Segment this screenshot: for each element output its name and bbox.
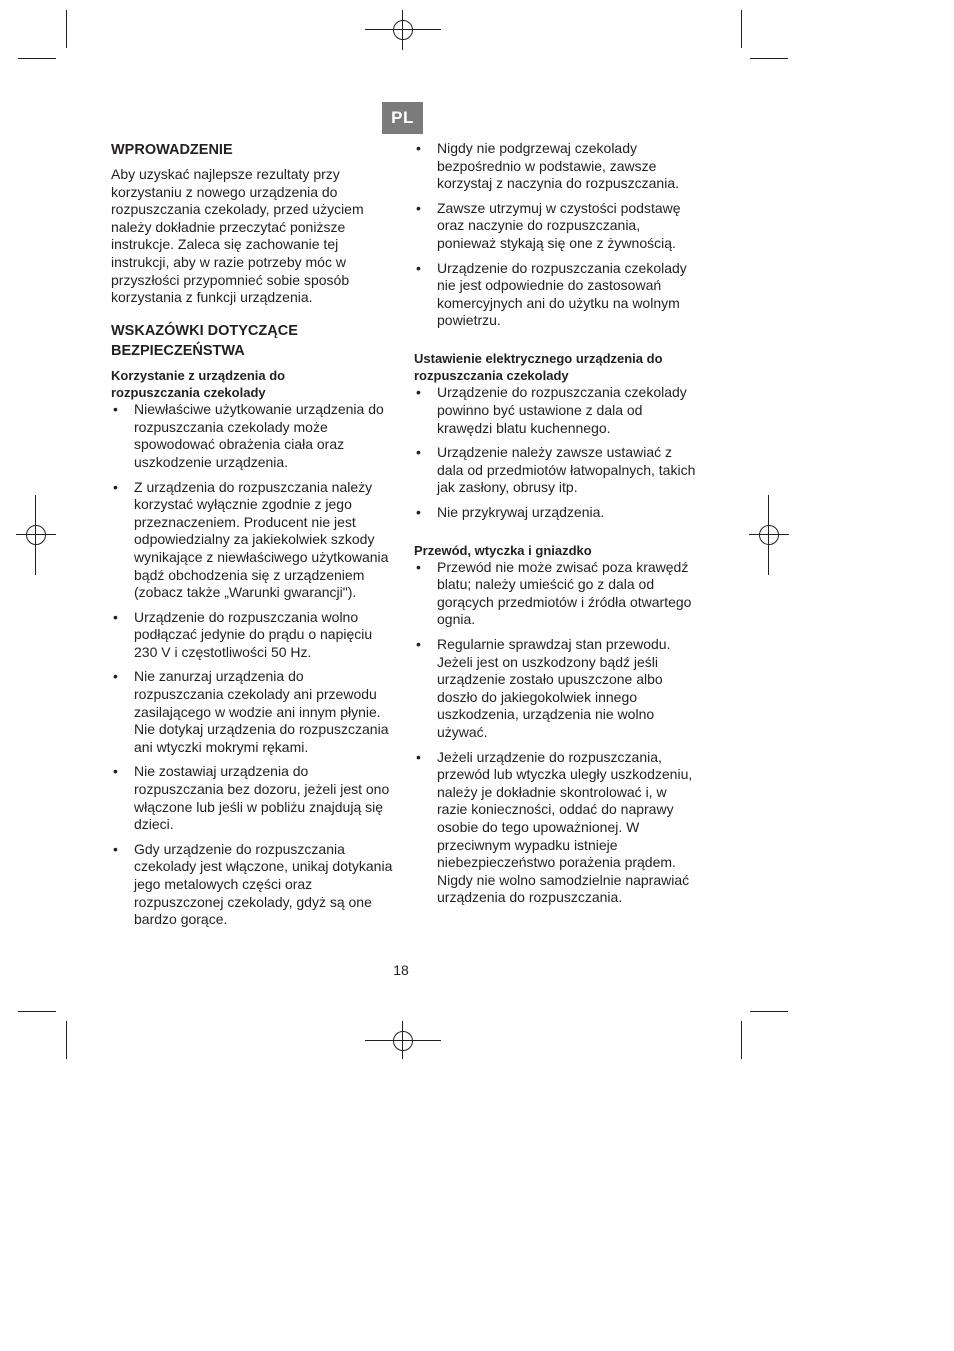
intro-paragraph: Aby uzyskać najlepsze rezultaty przy korzystaniu z nowego urządzenia do rozpuszczania czekolady, przed użyciem należy dokładnie przeczytać poniższe instrukcje. Zaleca się zachowanie tej instrukcji, aby w razie potrzeby móc w przyszłości przypomnieć sobie sposób korzystania z funkcji urządzenia. — [111, 166, 364, 306]
usage-subheading-line: rozpuszczania czekolady — [111, 384, 266, 400]
safety-heading — [111, 321, 394, 361]
registration-mark-icon — [383, 10, 423, 50]
list-item — [414, 504, 700, 522]
bullet-icon: • — [416, 503, 421, 520]
bullet-icon: • — [416, 259, 421, 276]
setup-bullet-list — [414, 384, 700, 521]
bullet-icon: • — [113, 608, 118, 625]
list-item — [111, 668, 394, 756]
list-item — [111, 401, 394, 471]
list-item — [414, 260, 700, 330]
crop-mark — [750, 1011, 788, 1012]
usage-subheading-line: Korzystanie z urządzenia do — [111, 367, 286, 383]
list-item-text: Zawsze utrzymuj w czystości podstawę oraz naczynie do rozpuszczania, ponieważ stykają się one z żywnością. — [437, 199, 681, 251]
list-item — [414, 384, 700, 437]
list-item-text: Nie zanurzaj urządzenia do rozpuszczania czekolady ani przewodu zasilającego w wodzie ani innym płynie. Nie dotykaj urządzenia do rozpuszczania ani wtyczki mokrymi rękami. — [134, 668, 389, 755]
setup-subheading-line: rozpuszczania czekolady — [414, 368, 569, 384]
crop-mark — [750, 58, 788, 59]
cord-subheading: Przewód, wtyczka i gniazdko — [414, 542, 592, 558]
right-column — [414, 140, 700, 914]
intro-heading: WPROWADZENIE — [111, 142, 233, 158]
list-item-text: Urządzenie do rozpuszczania czekolady nie jest odpowiednie do zastosowań komercyjnych ani do użytku na wolnym powietrzu. — [437, 259, 687, 329]
list-item-text: Przewód nie może zwisać poza krawędź blatu; należy umieścić go z dala od gorących przedmiotów i źródła otwartego ognia. — [437, 558, 692, 628]
registration-mark-icon — [383, 1021, 423, 1061]
bullet-icon: • — [113, 478, 118, 495]
list-item — [111, 479, 394, 602]
safety-heading-line: BEZPIECZEŃSTWA — [111, 342, 245, 359]
list-item-text: Nigdy nie podgrzewaj czekolady bezpośrednio w podstawie, zawsze korzystaj z naczynia do rozpuszczania. — [437, 140, 679, 192]
bullet-icon: • — [416, 748, 421, 765]
bullet-icon: • — [416, 444, 421, 461]
list-item — [414, 200, 700, 253]
list-item — [414, 140, 700, 193]
list-item-text: Gdy urządzenie do rozpuszczania czekolady jest włączone, unikaj dotykania jego metalowych części oraz rozpuszczonej czekolady, gdyż są one bardzo gorące. — [134, 840, 393, 928]
bullet-icon: • — [113, 401, 118, 418]
usage-subheading — [111, 367, 394, 401]
cord-bullet-list — [414, 559, 700, 907]
list-item-text: Niewłaściwe użytkowanie urządzenia do rozpuszczania czekolady może spowodować obrażenia ciała oraz uszkodzenie urządzenia. — [134, 401, 384, 470]
language-badge: PL — [382, 102, 423, 134]
list-item — [414, 636, 700, 742]
list-item — [414, 559, 700, 629]
setup-subheading-line: Ustawienie elektrycznego urządzenia do — [414, 350, 663, 366]
bullet-icon: • — [416, 636, 421, 653]
crop-mark — [18, 1011, 56, 1012]
list-item-text: Nie zostawiaj urządzenia do rozpuszczania bez dozoru, jeżeli jest ono włączone lub jeśli w pobliżu znajdują się dzieci. — [134, 763, 390, 833]
bullet-icon: • — [113, 763, 118, 780]
usage-bullet-list — [111, 401, 394, 929]
bullet-icon: • — [113, 668, 118, 685]
setup-subheading — [414, 350, 700, 384]
list-item-text: Urządzenie do rozpuszczania czekolady powinno być ustawione z dala od krawędzi blatu kuchennego. — [437, 384, 687, 436]
list-item — [111, 763, 394, 833]
general-bullet-list — [414, 140, 700, 330]
list-item-text: Nie przykrywaj urządzenia. — [437, 503, 605, 520]
list-item — [111, 841, 394, 929]
crop-mark — [18, 58, 56, 59]
list-item-text: Regularnie sprawdzaj stan przewodu. Jeżeli jest on uszkodzony bądź jeśli urządzenie zostało upuszczone albo doszło do jakiegokolwiek innego uszkodzenia, urządzenia nie wolno używać. — [437, 636, 671, 741]
registration-mark-icon — [16, 515, 56, 555]
crop-mark — [66, 10, 67, 48]
crop-mark — [741, 1021, 742, 1059]
bullet-icon: • — [416, 384, 421, 401]
list-item-text: Urządzenie należy zawsze ustawiać z dala od przedmiotów łatwopalnych, takich jak zasłony, obrusy itp. — [437, 444, 696, 496]
bullet-icon: • — [416, 558, 421, 575]
registration-mark-icon — [749, 515, 789, 555]
list-item-text: Jeżeli urządzenie do rozpuszczania, przewód lub wtyczka uległy uszkodzeniu, należy je dokładnie skontrolować i, w razie konieczności, oddać do naprawy osobie do tego upoważnionej. W przeciwnym wypadku istnieje niebezpieczeństwo porażenia prądem. Nigdy nie wolno samodzielnie naprawiać urządzenia do rozpuszczania. — [437, 748, 693, 906]
bullet-icon: • — [113, 840, 118, 857]
page-number: 18 — [393, 962, 409, 978]
list-item — [414, 444, 700, 497]
list-item — [111, 609, 394, 662]
left-column — [111, 140, 394, 936]
list-item — [414, 749, 700, 907]
list-item-text: Urządzenie do rozpuszczania wolno podłączać jedynie do prądu o napięciu 230 V i częstotliwości 50 Hz. — [134, 608, 373, 660]
bullet-icon: • — [416, 199, 421, 216]
crop-mark — [66, 1021, 67, 1059]
bullet-icon: • — [416, 140, 421, 156]
safety-heading-line: WSKAZÓWKI DOTYCZĄCE — [111, 322, 298, 339]
crop-mark — [741, 10, 742, 48]
list-item-text: Z urządzenia do rozpuszczania należy korzystać wyłącznie zgodnie z jego przeznaczeniem. Producent nie jest odpowiedzialny za jakiekolwiek szkody wynikające z niewłaściwego użytkowania bądź obchodzenia się z urządzeniem (zobacz także „Warunki gwarancji"). — [134, 478, 389, 601]
